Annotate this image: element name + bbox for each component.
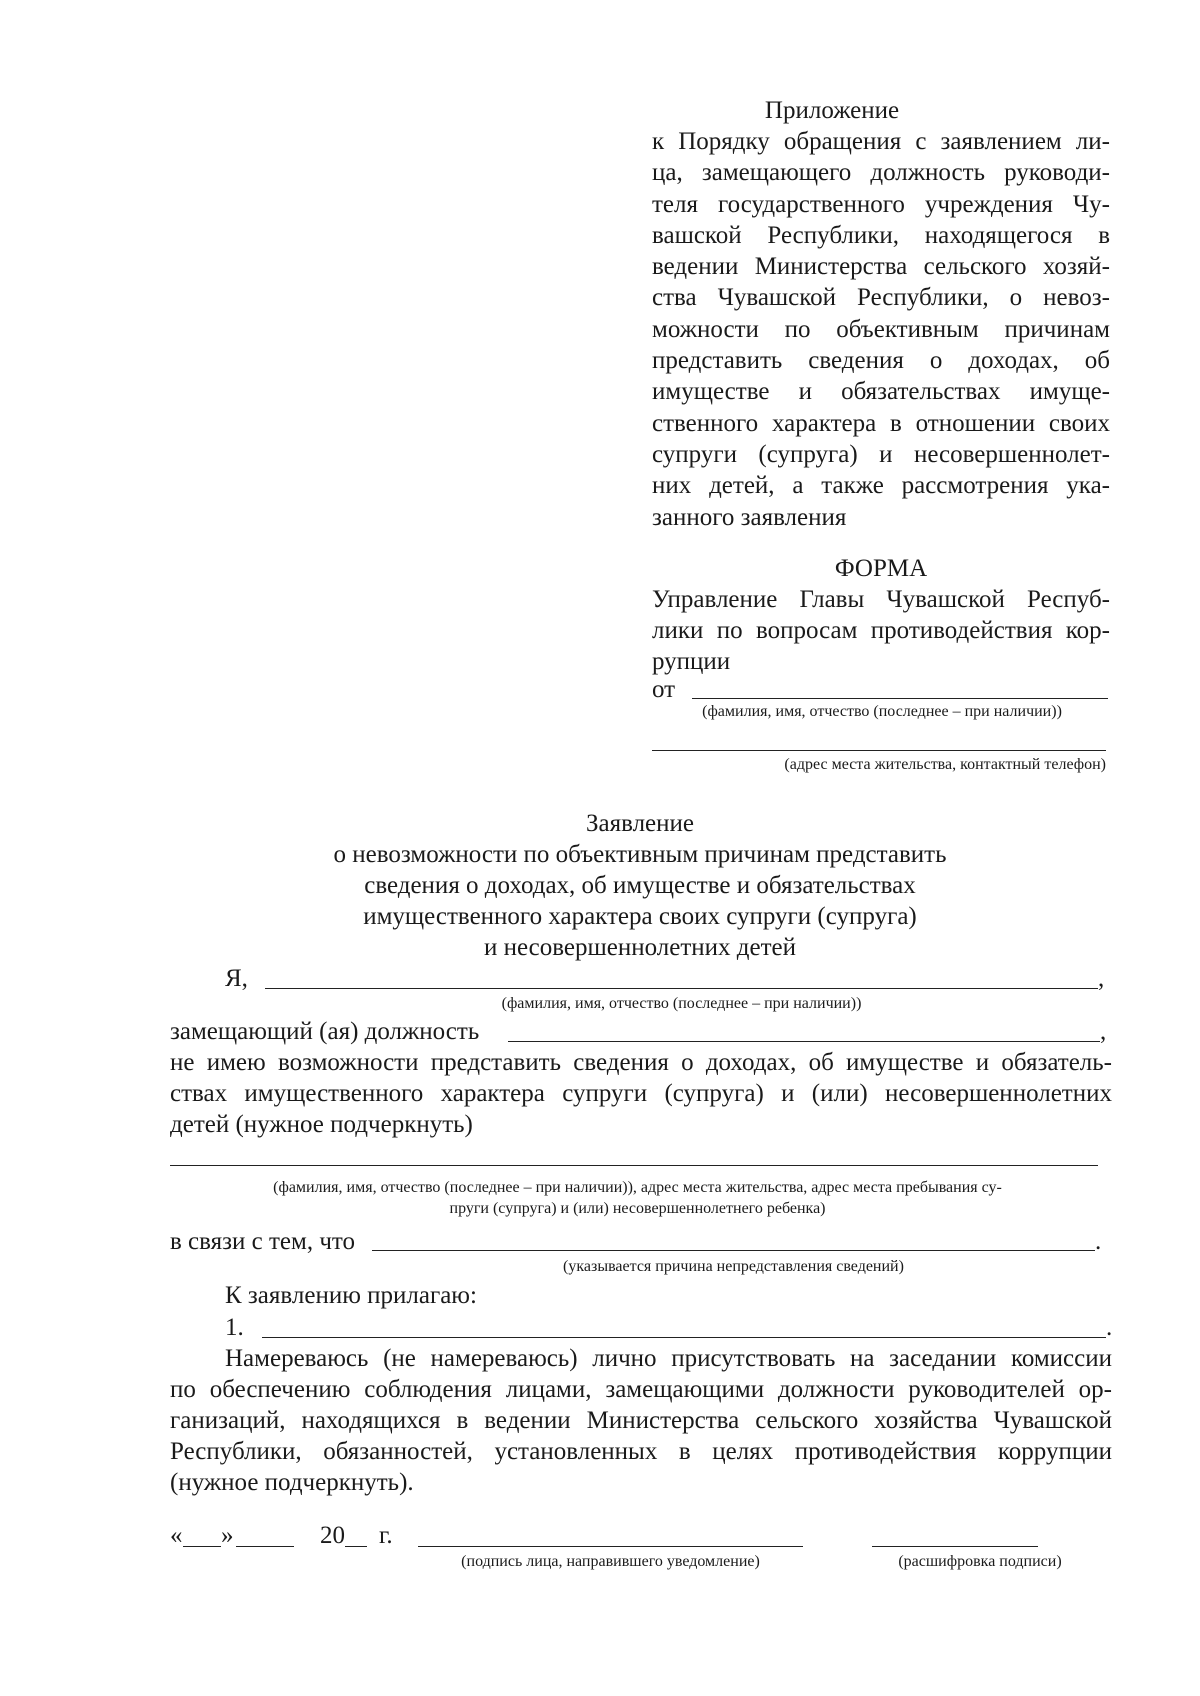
appendix-line: имуществе и обязательствах имуще- — [652, 378, 1110, 406]
applicant-name-field[interactable] — [265, 988, 1098, 989]
comma: , — [1098, 965, 1105, 992]
intent-line: Намереваюсь (не намереваюсь) лично присутствовать на заседании комиссии — [225, 1345, 1112, 1372]
address-hint: (адрес места жительства, контактный телефон) — [784, 756, 1106, 773]
date-open-quote: « — [170, 1522, 183, 1549]
date-year-prefix: 20 — [320, 1522, 345, 1549]
family-details-hint: пруги (супруга) и (или) несовершеннолетнего ребенка) — [449, 1200, 826, 1217]
applicant-name-hint: (фамилия, имя, отчество (последнее – при наличии)) — [501, 995, 862, 1012]
addressee-line: рупции — [652, 648, 731, 675]
date-close-quote: » — [221, 1522, 234, 1549]
appendix-title: Приложение — [764, 97, 900, 124]
attachments-label: К заявлению прилагаю: — [225, 1282, 477, 1309]
family-details-hint: (фамилия, имя, отчество (последнее – при наличии)), адрес места жительства, адрес места пребывания су- — [273, 1179, 1002, 1196]
appendix-line: ца, замещающего должность руководи- — [652, 159, 1110, 187]
address-field[interactable] — [652, 750, 1106, 751]
statement-line: не имею возможности представить сведения о доходах, об имуществе и обязатель- — [170, 1049, 1112, 1076]
appendix-text — [652, 126, 1110, 533]
attachment-number: 1. — [225, 1314, 244, 1341]
comma: , — [1100, 1018, 1107, 1045]
date-year-suffix: г. — [379, 1522, 393, 1549]
intent-line: Республики, обязанностей, установленных в целях противодействия коррупции — [170, 1438, 1112, 1465]
statement-title-line: сведения о доходах, об имуществе и обязательствах — [364, 872, 916, 899]
date-month-field[interactable] — [236, 1546, 294, 1547]
attachment-field[interactable] — [262, 1337, 1106, 1338]
appendix-line: представить сведения о доходах, об — [652, 347, 1110, 375]
intent-line: (нужное подчеркнуть). — [170, 1469, 414, 1496]
signature-hint: (подпись лица, направившего уведомление) — [461, 1553, 760, 1570]
statement-line: детей (нужное подчеркнуть) — [170, 1111, 473, 1138]
addressee-line: лики по вопросам противодействия кор- — [652, 617, 1110, 644]
reason-label: в связи с тем, что — [170, 1228, 355, 1255]
date-day-field[interactable] — [183, 1546, 221, 1547]
intent-line: ганизаций, находящихся в ведении Министерства сельского хозяйства Чувашской — [170, 1407, 1112, 1434]
signature-decode-field[interactable] — [872, 1546, 1038, 1547]
addressee-line: Управление Главы Чувашской Респуб- — [652, 586, 1110, 613]
i-label: Я, — [225, 965, 248, 992]
from-label: от — [652, 676, 676, 703]
statement-title-line: о невозможности по объективным причинам представить — [333, 841, 947, 868]
appendix-line: к Порядку обращения с заявлением ли- — [652, 128, 1110, 155]
statement-title — [0, 808, 1200, 963]
statement-title-line: и несовершеннолетних детей — [483, 934, 797, 961]
reason-field[interactable] — [372, 1250, 1095, 1251]
period: . — [1106, 1314, 1113, 1341]
date-year-field[interactable] — [345, 1546, 367, 1547]
appendix-line: ства Чувашской Республики, о невоз- — [652, 284, 1110, 312]
family-details-field[interactable] — [170, 1165, 1098, 1166]
statement-line: ствах имущественного характера супруги (супруга) и (или) несовершеннолетних — [170, 1080, 1112, 1107]
appendix-line: можности по объективным причинам — [652, 315, 1110, 343]
appendix-line: них детей, а также рассмотрения ука- — [652, 472, 1110, 500]
position-field[interactable] — [508, 1041, 1100, 1042]
statement-title-line: имущественного характера своих супруги (супруга) — [363, 903, 917, 930]
period: . — [1095, 1228, 1102, 1255]
appendix-line: ведении Министерства сельского хозяй- — [652, 253, 1110, 281]
addressee-block — [652, 584, 1110, 677]
appendix-line: вашской Республики, находящегося в — [652, 221, 1110, 249]
intent-line: по обеспечению соблюдения лицами, замещающими должности руководителей ор- — [170, 1376, 1112, 1403]
form-label: ФОРМА — [834, 555, 928, 582]
statement-title-line: Заявление — [585, 810, 695, 837]
from-name-field[interactable] — [692, 698, 1108, 699]
reason-hint: (указывается причина непредставления сведений) — [563, 1258, 904, 1275]
appendix-line: теля государственного учреждения Чу- — [652, 190, 1110, 218]
appendix-line: занного заявления — [652, 503, 847, 531]
appendix-line: ственного характера в отношении своих — [652, 409, 1110, 437]
appendix-line: супруги (супруга) и несовершеннолет- — [652, 440, 1110, 468]
position-label: замещающий (ая) должность — [170, 1018, 480, 1045]
signature-field[interactable] — [418, 1546, 803, 1547]
signature-decode-hint: (расшифровка подписи) — [898, 1553, 1062, 1570]
from-name-hint: (фамилия, имя, отчество (последнее – при наличии)) — [702, 703, 1062, 720]
